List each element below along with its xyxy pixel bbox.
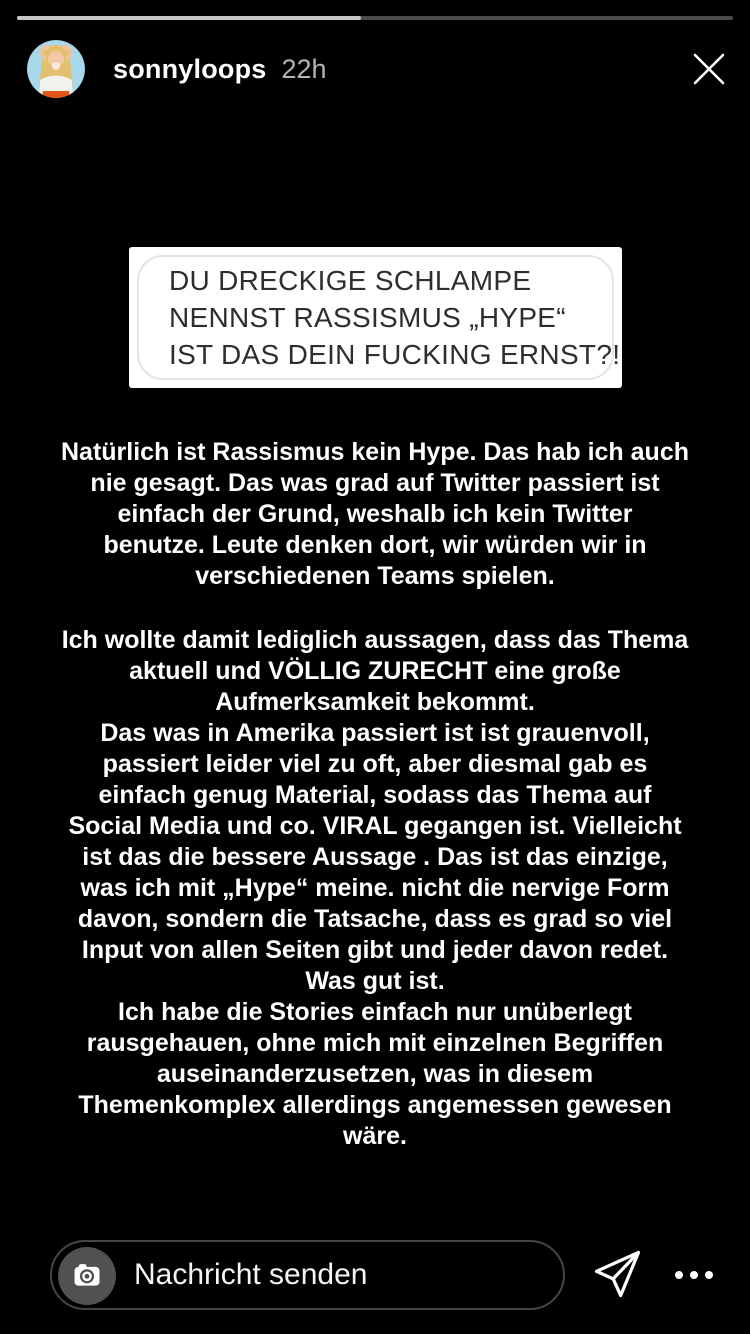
story-header [0, 36, 750, 102]
avatar[interactable] [27, 40, 85, 98]
close-button[interactable] [684, 44, 734, 94]
text-line: davon, sondern die Tatsache, dass es grad so viel [77, 905, 673, 933]
text-line: Social Media und co. VIRAL gegangen ist. Vielleicht [68, 812, 682, 840]
text-block-2 [25, 625, 725, 1152]
text-line: Input von allen Seiten gibt und jeder davon redet. [81, 936, 669, 964]
text-line: Natürlich ist Rassismus kein Hype. Das hab ich auch [61, 438, 689, 466]
more-icon [675, 1271, 683, 1279]
text-line: auseinanderzusetzen, was in diesem [156, 1060, 594, 1088]
text-line: ist das die bessere Aussage . Das ist das einzige, [82, 843, 668, 871]
more-options-button[interactable] [664, 1254, 724, 1296]
text-line: Aufmerksamkeit bekommt. [215, 688, 535, 716]
quoted-message-bubble [137, 255, 621, 380]
story-progress-track [17, 16, 733, 20]
message-input[interactable] [132, 1242, 542, 1308]
text-line: benutze. Leute denken dort, wir würden wir in [103, 531, 647, 559]
text-line: Ich wollte damit lediglich aussagen, dass das Thema [61, 626, 689, 654]
send-button[interactable] [590, 1246, 646, 1302]
text-line: Das was in Amerika passiert ist ist grauenvoll, [100, 719, 650, 747]
text-line: Ich habe die Stories einfach nur unüberlegt [118, 998, 632, 1026]
username[interactable]: sonnyloops [113, 53, 267, 84]
camera-icon [70, 1259, 104, 1293]
close-icon [688, 48, 730, 90]
text-line: einfach genug Material, sodass das Thema auf [98, 781, 652, 809]
send-icon [590, 1246, 646, 1302]
text-block-1 [25, 437, 725, 592]
text-line: verschiedenen Teams spielen. [195, 562, 555, 590]
more-icon [690, 1271, 698, 1279]
text-line: was ich mit „Hype“ meine. nicht die nervige Form [80, 874, 670, 902]
text-line: DU DRECKIGE SCHLAMPE [169, 265, 532, 296]
text-line: nie gesagt. Das was grad auf Twitter passiert ist [90, 469, 660, 497]
more-icon [705, 1271, 713, 1279]
text-line: IST DAS DEIN FUCKING ERNST?! [169, 339, 621, 370]
text-line: rausgehauen, ohne mich mit einzelnen Begriffen [86, 1029, 664, 1057]
text-line: aktuell und VÖLLIG ZURECHT eine große [129, 657, 621, 685]
story-progress-fill [17, 16, 361, 20]
text-line: einfach der Grund, weshalb ich kein Twitter [117, 500, 633, 528]
message-reply-bar [50, 1240, 565, 1310]
story-timestamp: 22h [281, 53, 327, 84]
avatar-image [27, 40, 85, 98]
quoted-message-card [129, 247, 622, 388]
text-line: Themenkomplex allerdings angemessen gewesen [78, 1091, 672, 1119]
story-text [25, 437, 725, 1152]
text-line: Was gut ist. [305, 967, 445, 995]
text-line: wäre. [343, 1122, 407, 1150]
text-line: passiert leider viel zu oft, aber diesmal gab es [102, 750, 648, 778]
camera-button[interactable] [58, 1247, 116, 1305]
text-line: NENNST RASSISMUS „HYPE“ [169, 302, 566, 333]
